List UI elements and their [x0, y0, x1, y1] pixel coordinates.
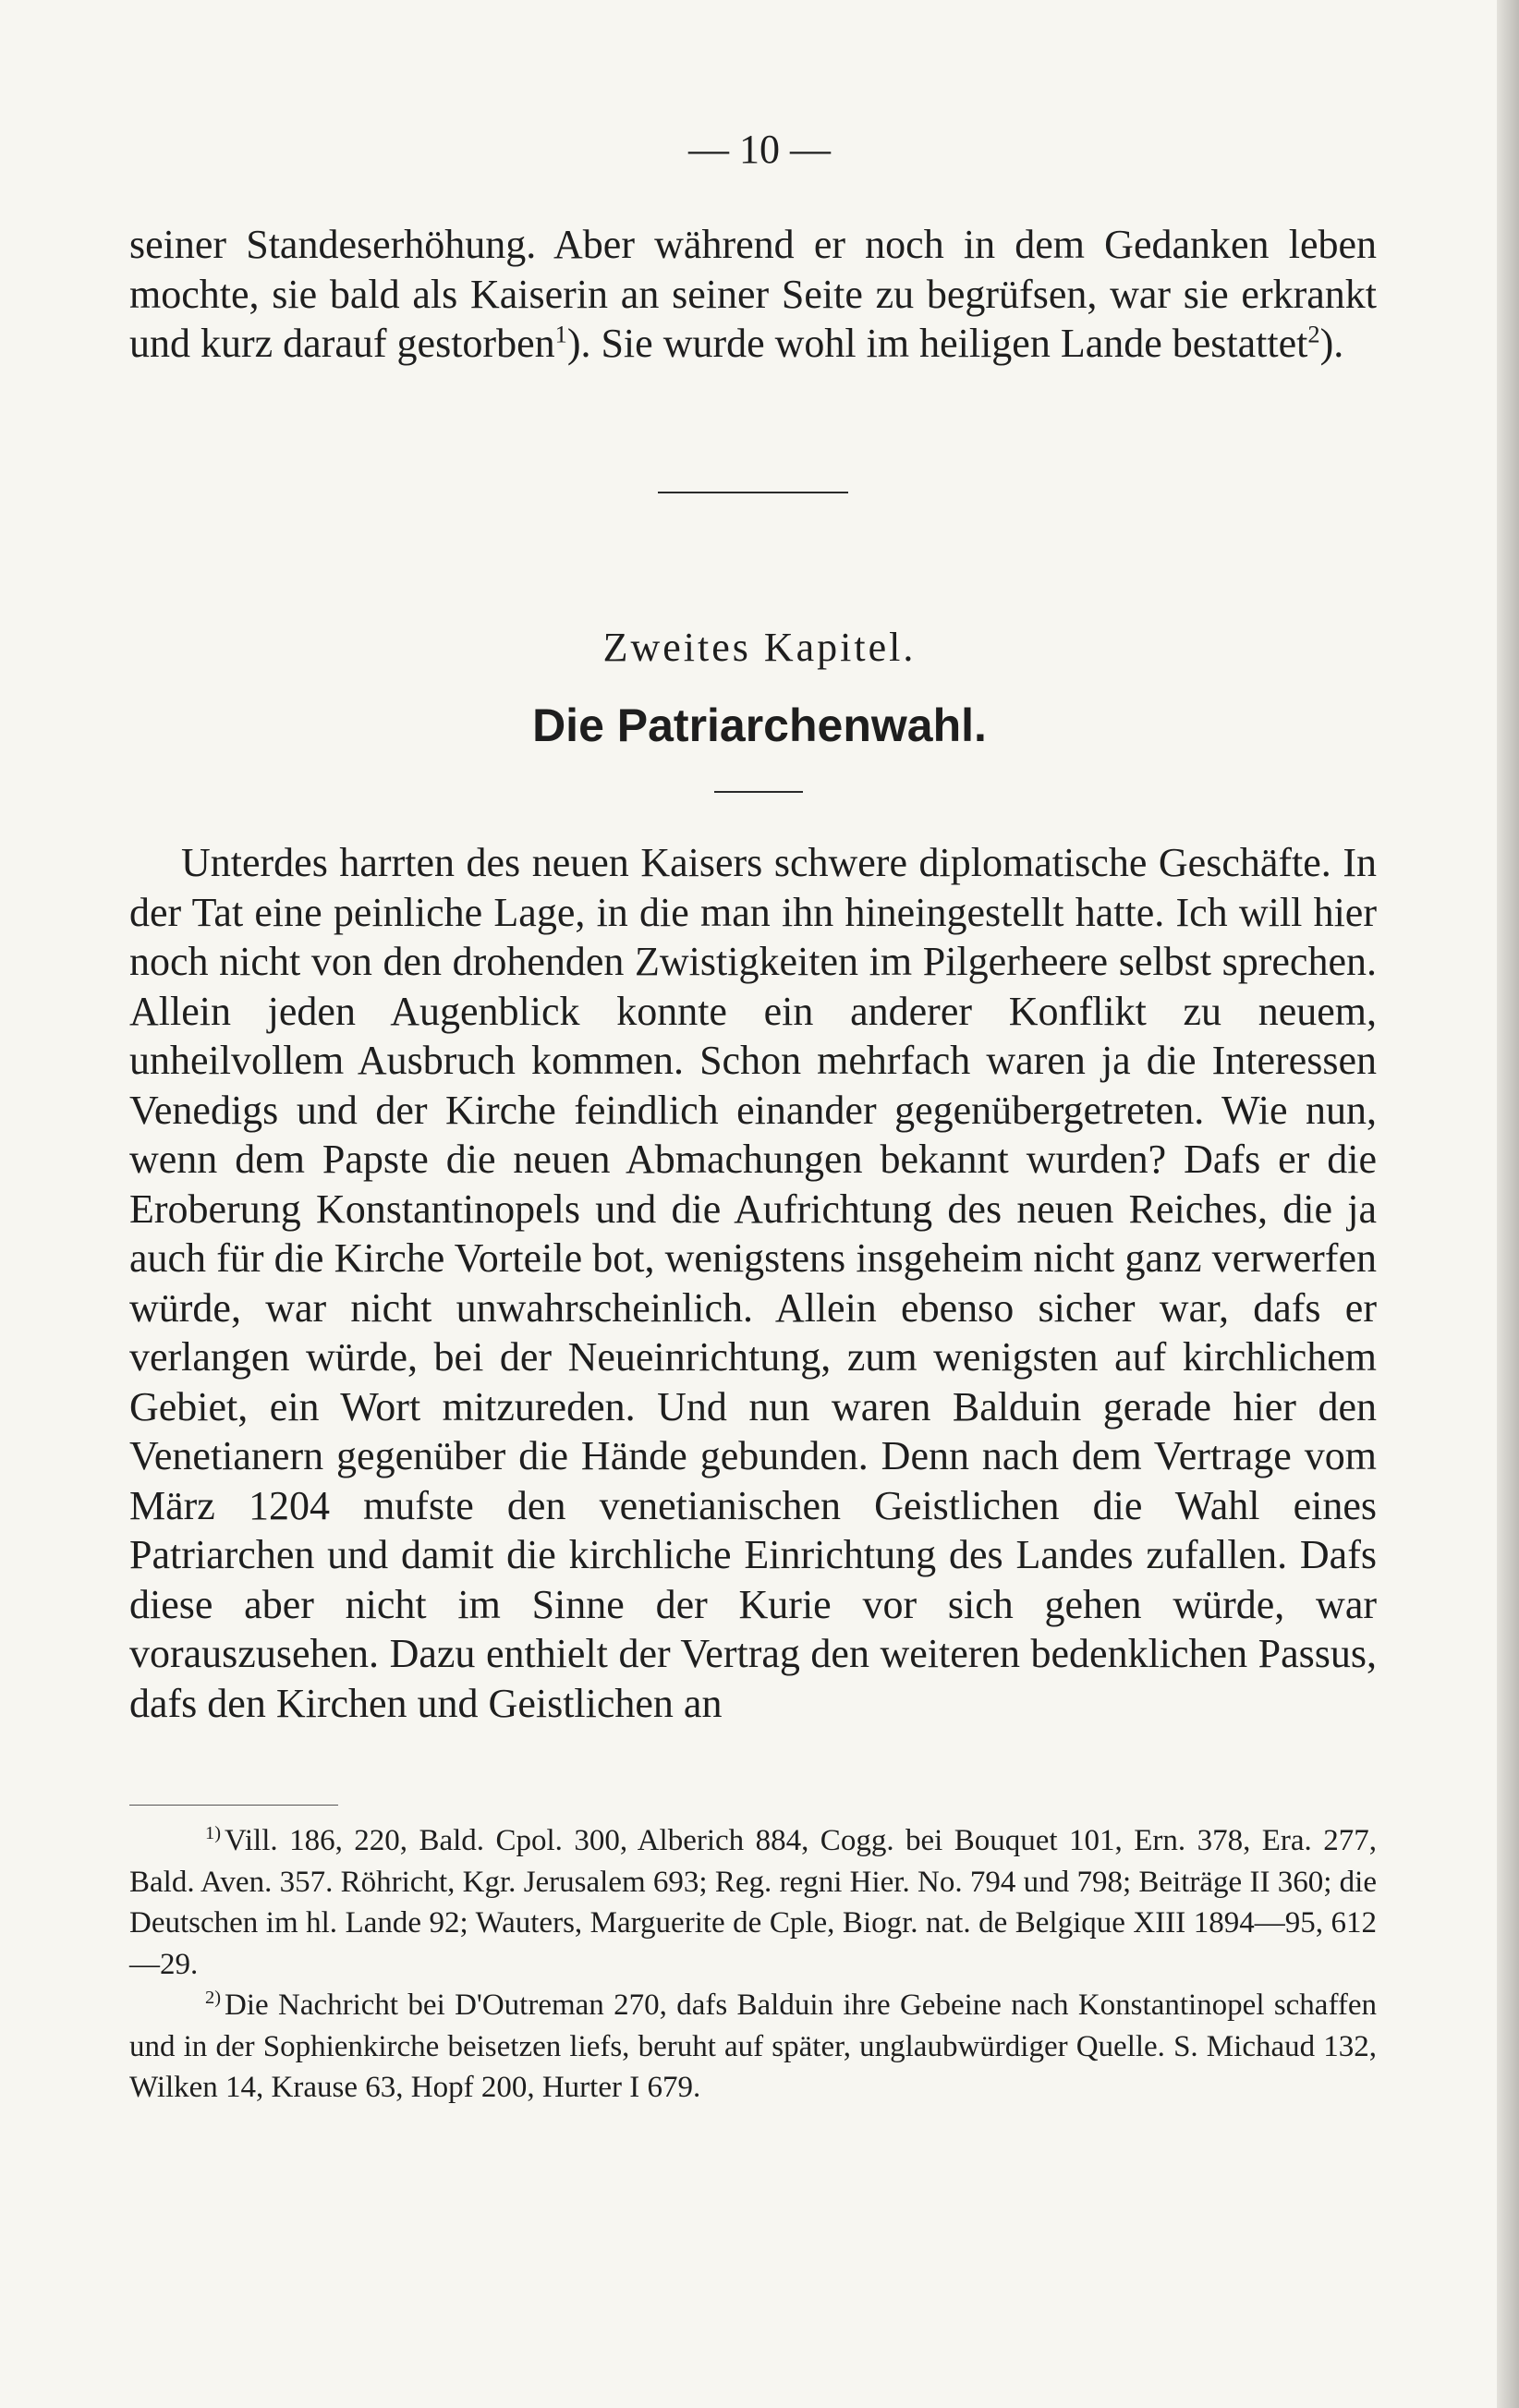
- footnote-ref-2[interactable]: 2: [1307, 320, 1320, 348]
- footnote-text-2: Die Nachricht bei D'Outreman 270, dafs Balduin ihre Gebeine nach Konstantinopel schaffen und in der Sophienkirche beisetzen liefs, beruht auf später, unglaubwürdiger Quelle. S. Michaud 132, Wilken 14, Krause 63, Hopf 200, Hurter I 679.: [129, 1988, 1377, 2104]
- footnote-mark-1: 1): [205, 1823, 222, 1843]
- intro-text-part3: ).: [1319, 321, 1344, 366]
- main-paragraph-text: Unterdes harrten des neuen Kaisers schwere diplomatische Geschäfte. In der Tat eine peinliche Lage, in die man ihn hineingestellt hatte. Ich will hier noch nicht von den drohenden Zwistigkeiten im Pilgerheere selbst sprechen. Allein jeden Augenblick konnte ein anderer Konflikt zu neuem, unheilvollem Ausbruch kommen. Schon mehrfach waren ja die Interessen Venedigs und der Kirche feindlich einander gegenübergetreten. Wie nun, wenn dem Papste die neuen Abmachungen bekannt wurden? Dafs er die Eroberung Konstantinopels und die Aufrichtung des neuen Reiches, die ja auch für die Kirche Vorteile bot, wenigstens insgeheim nicht ganz verwerfen würde, war nicht unwahrscheinlich. Allein ebenso sicher war, dafs er verlangen würde, bei der Neueinrichtung, zum wenigsten auf kirchlichem Gebiet, ein Wort mitzureden. Und nun waren Balduin gerade hier den Venetianern gegenüber die Hände gebunden. Denn nach dem Vertrage vom März 1204 mufste den venetianischen Geistlichen die Wahl eines Patriarchen und damit die kirchliche Einrichtung des Landes zufallen. Dafs diese aber nicht im Sinne der Kurie vor sich gehen würde, war vorauszusehen. Dazu enthielt der Vertrag den weiteren bedenklichen Passus, dafs den Kirchen und Geistlichen an: [129, 840, 1377, 1726]
- title-divider: [714, 791, 803, 793]
- section-divider: [658, 492, 848, 493]
- footnote-1: [129, 1820, 1377, 1985]
- footnote-mark-2: 2): [205, 1988, 222, 2008]
- footnotes: [129, 1820, 1377, 2109]
- main-paragraph: [129, 838, 1377, 1728]
- footnote-2: [129, 1985, 1377, 2109]
- chapter-label: Zweites Kapitel.: [602, 625, 917, 670]
- intro-text-part2: ). Sie wurde wohl im heiligen Lande bestattet: [566, 321, 1308, 366]
- intro-paragraph: [129, 220, 1377, 369]
- footnote-ref-1[interactable]: 1: [554, 320, 567, 348]
- page-edge-shadow: [1497, 0, 1519, 2408]
- chapter-title: Die Patriarchenwahl.: [532, 699, 987, 751]
- intro-text-part1: seiner Standeserhöhung. Aber während er noch in dem Gedanken leben mochte, sie bald als Kaiserin an seiner Seite zu begrüfsen, war sie erkrankt und kurz darauf gestorben: [129, 222, 1377, 366]
- page-number: — 10 —: [688, 127, 831, 172]
- footnote-rule: [129, 1805, 338, 1806]
- footnote-text-1: Vill. 186, 220, Bald. Cpol. 300, Alberich 884, Cogg. bei Bouquet 101, Ern. 378, Era. 277, Bald. Aven. 357. Röhricht, Kgr. Jerusalem 693; Reg. regni Hier. No. 794 und 798; Beiträge II 360; die Deutschen im hl. Lande 92; Wauters, Marguerite de Cple, Biogr. nat. de Belgique XIII 1894—95, 612—29.: [129, 1824, 1377, 1981]
